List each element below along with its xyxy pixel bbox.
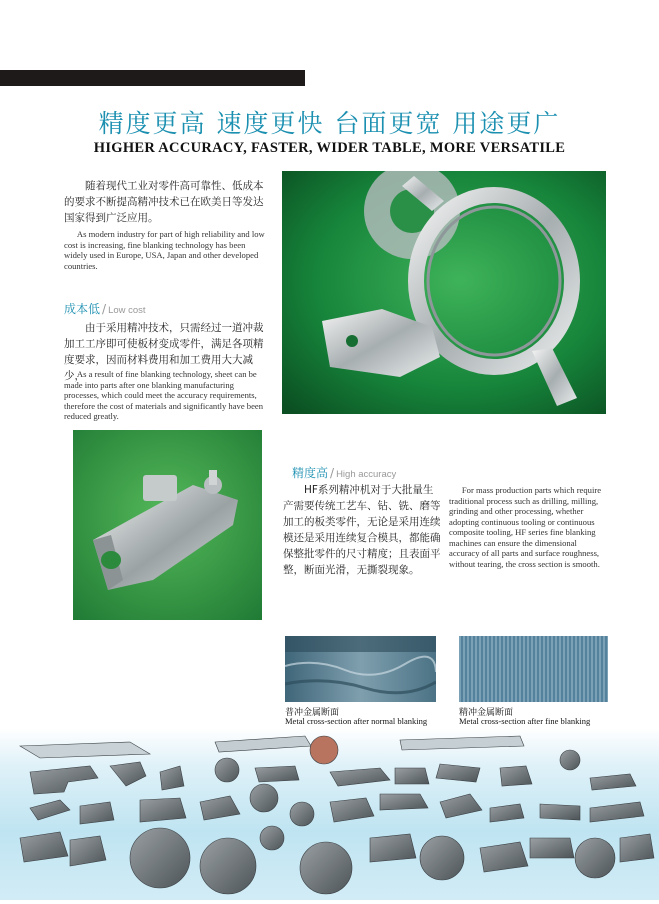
intro-text-en: As modern industry for part of high reliability and low cost is increasing, fine blanking technology has been widely used in Europe, USA, Japan and other developed countries.	[64, 229, 265, 271]
fine-blanked-ring-photo	[282, 171, 606, 414]
page-title-en: HIGHER ACCURACY, FASTER, WIDER TABLE, MORE VERSATILE	[93, 140, 566, 156]
top-accent-bar	[0, 70, 305, 86]
fine-blanked-bracket-photo	[73, 430, 262, 620]
fine-blanking-caption-cn: 精冲金属断面	[459, 708, 514, 718]
high-accuracy-heading	[292, 462, 396, 481]
normal-blanking-section-photo	[285, 636, 436, 702]
low-cost-text-en: As a result of fine blanking technology, sheet can be made into parts after one blanking manufacturing processes, which could meet the accuracy requirements, therefore the cost of materials and significantly have been reduced greatly.	[64, 369, 264, 421]
sample-parts-photo	[0, 728, 659, 900]
normal-blanking-caption-en: Metal cross-section after normal blanking	[285, 716, 428, 726]
low-cost-text-cn: 由于采用精冲技术，只需经过一道冲裁加工工序即可使板材变成零件，满足各项精度要求，因而材料费用和加工费用大大减少，	[64, 322, 264, 382]
normal-blanking-caption-cn: 普冲金属断面	[285, 708, 340, 718]
heading-separator: /	[330, 466, 335, 480]
high-accuracy-heading-en: High accuracy	[336, 469, 397, 480]
low-cost-heading-en: Low cost	[108, 305, 146, 316]
low-cost-heading	[64, 298, 146, 317]
fine-blanking-section-photo	[459, 636, 608, 702]
fine-blanking-caption-en: Metal cross-section after fine blanking	[459, 716, 591, 726]
page-title-cn: 精度更高 速度更快 台面更宽 用途更广	[98, 109, 561, 138]
high-accuracy-heading-cn: 精度高	[292, 466, 329, 480]
high-accuracy-text-cn: HF系列精冲机对于大批量生产需要传统工艺车、钻、铣、磨等加工的板类零件，无论是采用连续模还是采用连续复合模具，都能确保整批零件的尺寸精度；且表面平整，断面光滑，无撕裂现象。	[283, 484, 441, 576]
heading-separator: /	[102, 302, 107, 316]
high-accuracy-text-en: For mass production parts which require traditional process such as drilling, milling, grinding and other processing, whether adopting continuous tooling or continuous composite tooling, HF series fine blanking machines can ensure the dimensional accuracy of all parts and surface roughness, without tearing, the cross section is smooth.	[449, 485, 602, 569]
intro-text-cn: 随着现代工业对零件高可靠性、低成本的要求不断提高精冲技术已在欧美日等发达国家得到广泛应用。	[64, 180, 264, 224]
low-cost-heading-cn: 成本低	[64, 302, 101, 316]
